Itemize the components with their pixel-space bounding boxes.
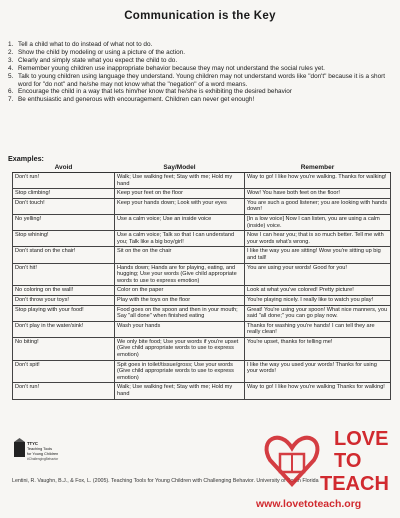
say-model-cell: Sit on the on the chair — [115, 247, 245, 263]
watermark-url[interactable]: www.lovetoteach.org — [256, 498, 362, 510]
avoid-cell: Don't run! — [13, 173, 115, 189]
table-row — [13, 173, 391, 189]
tip-item — [8, 88, 388, 96]
say-model-cell: Wash your hands — [115, 321, 245, 337]
avoid-cell: Don't touch! — [13, 198, 115, 214]
header-say-model: Say/Model — [115, 164, 245, 173]
tip-number: 6. — [8, 88, 14, 96]
table-row — [13, 305, 391, 321]
remember-cell: Way to go! I like how you're walking. Thanks for walking! — [245, 173, 391, 189]
avoid-cell: No coloring on the wall! — [13, 286, 115, 296]
say-model-cell: Walk; Use walking feet; Stay with me; Hold my hand — [115, 173, 245, 189]
table-row — [13, 189, 391, 199]
say-model-cell: Food goes on the spoon and then in your mouth; Say "all done" when finished eating — [115, 305, 245, 321]
remember-cell: You're upset, thanks for telling me! — [245, 337, 391, 360]
tip-number: 3. — [8, 56, 14, 64]
table-row — [13, 214, 391, 230]
say-model-cell: Walk; Use walking feet; Stay with me; Hold my hand — [115, 383, 245, 399]
avoid-cell: Don't hit! — [13, 263, 115, 286]
logo-shape-icon — [14, 442, 25, 457]
remember-cell: Way to go! I like how you're walking Thanks for walking! — [245, 383, 391, 399]
tip-item — [8, 96, 388, 104]
say-model-cell: Color on the paper — [115, 286, 245, 296]
tip-text: Remember young children use inappropriate behavior because they may not understand the social rules yet. — [18, 64, 325, 72]
table-row — [13, 337, 391, 360]
tip-item — [8, 41, 388, 49]
tip-number: 5. — [8, 72, 14, 80]
tip-text: Show the child by modeling or using a picture of the action. — [18, 48, 185, 56]
remember-cell: Great! You're using your spoon! What nice manners, you said "all done;" you can go play now. — [245, 305, 391, 321]
tip-number: 7. — [8, 96, 14, 104]
table-row — [13, 360, 391, 383]
say-model-cell: Hands down; Hands are for playing, eating, and hugging; Use your words (Give child appropriate words to use to express emotion) — [115, 263, 245, 286]
remember-cell: Thanks for washing you're hands! I can tell they are really clean! — [245, 321, 391, 337]
tip-text: Be enthusiastic and generous with encouragement. Children can never get enough! — [18, 96, 255, 104]
table-row — [13, 247, 391, 263]
tip-item — [8, 65, 388, 73]
table-row — [13, 231, 391, 247]
say-model-cell: Use a calm voice; Use an inside voice — [115, 214, 245, 230]
table-row — [13, 286, 391, 296]
remember-cell: Now I can hear you; that is so much better. Tell me with your words what's wrong. — [245, 231, 391, 247]
logo-line2: Teaching Tools — [27, 447, 53, 451]
avoid-cell: Don't play in the water/sink! — [13, 321, 115, 337]
tip-text: Talk to young children using language they understand. Young children may not understand words like "don't" because it is a short word for "do not" and he/she may not know what the "negation" of a word means. — [18, 72, 386, 88]
header-avoid: Avoid — [13, 164, 115, 173]
remember-cell: Look at what you've colored! Pretty picture! — [245, 286, 391, 296]
watermark-line1: LOVE — [334, 428, 389, 450]
remember-cell: [In a low voice] Now I can listen, you are using a calm (inside) voice. — [245, 214, 391, 230]
examples-label: Examples: — [8, 154, 44, 163]
remember-cell: I like the way you are sitting! Wow you're sitting up big and tall! — [245, 247, 391, 263]
say-model-cell: Keep your hands down; Look with your eyes — [115, 198, 245, 214]
watermark-line2: TO — [334, 450, 362, 472]
remember-cell: I like the way you used your words! Thanks for using your words! — [245, 360, 391, 383]
tip-number: 4. — [8, 64, 14, 72]
avoid-cell: No yelling! — [13, 214, 115, 230]
logo-line1: TTYC — [27, 441, 38, 446]
examples-table — [12, 164, 391, 400]
watermark-line3: TEACH — [320, 473, 389, 495]
logo-line4: #ChallengingBehavior — [27, 457, 59, 461]
tip-text: Clearly and simply state what you expect the child to do. — [18, 56, 178, 64]
say-model-cell: Use a calm voice; Talk so that I can understand you; Talk like a big boy/girl! — [115, 231, 245, 247]
avoid-cell: Stop whining! — [13, 231, 115, 247]
tips-list — [8, 41, 388, 104]
table-row — [13, 263, 391, 286]
say-model-cell: Spit goes in toilet/tissue/gross; Use your words (Give child appropriate words to use to express emotion) — [115, 360, 245, 383]
say-model-cell: Play with the toys on the floor — [115, 295, 245, 305]
header-remember: Remember — [245, 164, 391, 173]
remember-cell: You are using your words! Good for you! — [245, 263, 391, 286]
avoid-cell: Don't run! — [13, 383, 115, 399]
tip-text: Encourage the child in a way that lets him/her know that he/she is exhibiting the desired behavior — [18, 88, 292, 96]
say-model-cell: We only bite food; Use your words if you're upset (Give child appropriate words to use to express emotion) — [115, 337, 245, 360]
table-row — [13, 198, 391, 214]
avoid-cell: Stop climbing! — [13, 189, 115, 199]
avoid-cell: Don't spit! — [13, 360, 115, 383]
avoid-cell: Don't throw your toys! — [13, 295, 115, 305]
table-row — [13, 321, 391, 337]
remember-cell: You're playing nicely. I really like to watch you play! — [245, 295, 391, 305]
avoid-cell: Stop playing with your food! — [13, 305, 115, 321]
tip-text: Tell a child what to do instead of what not to do. — [18, 41, 153, 48]
say-model-cell: Keep your feet on the floor — [115, 189, 245, 199]
avoid-cell: No biting! — [13, 337, 115, 360]
logo-line3: for Young Children — [27, 452, 59, 456]
remember-cell: Wow! You have both feet on the floor! — [245, 189, 391, 199]
remember-cell: You are such a good listener; you are looking with hands down! — [245, 198, 391, 214]
avoid-cell: Don't stand on the chair! — [13, 247, 115, 263]
citation: Lentini, R. Vaughn, B.J., & Fox, L. (2005). Teaching Tools for Young Children with Challenging Behavior. University of South Florida — [12, 478, 319, 484]
heart-apple-icon — [267, 438, 318, 484]
table-row — [13, 295, 391, 305]
tip-number: 1. — [8, 41, 14, 48]
tip-item — [8, 73, 388, 89]
ttyc-logo — [12, 438, 82, 468]
tip-number: 2. — [8, 48, 14, 56]
tip-item — [8, 57, 388, 65]
page-title: Communication is the Key — [124, 10, 276, 22]
tip-item — [8, 49, 388, 57]
table-row — [13, 383, 391, 399]
